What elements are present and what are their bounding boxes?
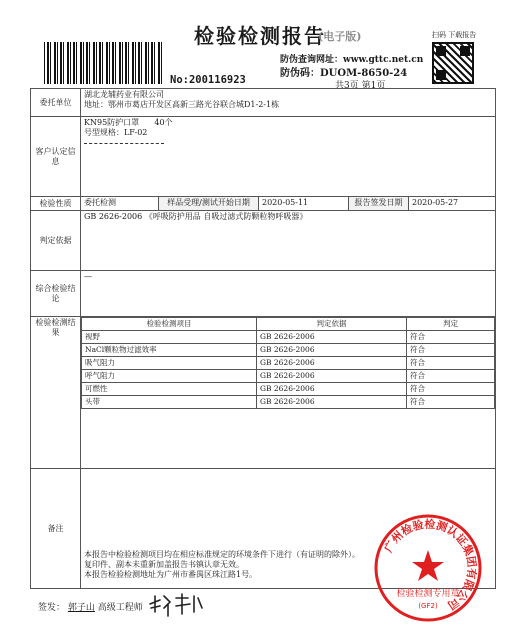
sample-spec: 号型规格：LF-02 — [84, 128, 148, 137]
test-verdict: 符合 — [407, 383, 495, 396]
table-row — [82, 344, 495, 357]
results-cell — [81, 317, 496, 469]
test-standard: GB 2626-2006 — [257, 331, 407, 344]
test-item: 头带 — [82, 396, 257, 409]
table-row — [82, 396, 495, 409]
qr-label: 扫码 下载报告 — [432, 31, 477, 39]
official-stamp — [372, 512, 484, 624]
client-label: 委托单位 — [31, 89, 81, 117]
test-item: 可燃性 — [82, 383, 257, 396]
test-item: 吸气阻力 — [82, 357, 257, 370]
test-standard: GB 2626-2006 — [257, 370, 407, 383]
results-table — [81, 317, 495, 409]
conclusion-value: — — [81, 271, 496, 317]
test-item: 呼气阻力 — [82, 370, 257, 383]
signer-name: 郭子山 — [67, 603, 95, 613]
basis-value: GB 2626-2006 《呼吸防护用品 自吸过滤式防颗粒物呼吸器》 — [81, 211, 496, 271]
remark-line: 复印件、副本未重新加盖报告书镇认章无效。 — [84, 560, 244, 569]
test-item: NaCl颗粒物过滤效率 — [82, 344, 257, 357]
stamp-code: (GF2) — [418, 602, 438, 610]
remark-line: 本报告中检验检测项目均在相应标准规定的环境条件下进行（有证明的除外）。 — [84, 550, 360, 559]
signoff — [38, 600, 143, 613]
sample-info — [81, 117, 496, 197]
client-address: 地址：鄂州市葛店开发区高新三路光谷联合城D1-2-1栋 — [84, 100, 280, 109]
client-info — [81, 89, 496, 117]
table-row — [82, 331, 495, 344]
nature-label: 检验性质 — [31, 197, 81, 211]
sample-name: KN95防护口罩 — [84, 118, 140, 127]
stamp-center-text: 检验检测专用章 — [396, 589, 460, 599]
qr-code-icon[interactable] — [432, 42, 474, 84]
table-row — [82, 357, 495, 370]
report-number: No:200116923 — [170, 74, 246, 86]
test-standard: GB 2626-2006 — [257, 383, 407, 396]
query-site[interactable]: 防伪查询网址：www.gttc.net.cn — [280, 55, 424, 65]
test-standard: GB 2626-2006 — [257, 344, 407, 357]
table-row — [82, 383, 495, 396]
basis-label: 判定依据 — [31, 211, 81, 271]
sample-date: 2020-05-11 — [259, 197, 349, 211]
sample-qty: 40个 — [154, 118, 173, 127]
remarks-label: 备注 — [31, 469, 81, 589]
divider — [84, 143, 164, 144]
test-verdict: 符合 — [407, 370, 495, 383]
sample-date-label: 样品受理/测试开始日期 — [159, 197, 259, 211]
test-verdict: 符合 — [407, 344, 495, 357]
star-icon — [412, 550, 444, 581]
test-standard: GB 2626-2006 — [257, 396, 407, 409]
page-count: 共3页 第1页 — [335, 81, 386, 91]
query-code: 防伪码：DUOM-8650-24 — [280, 68, 408, 79]
sample-label: 客户认定信息 — [31, 117, 81, 197]
test-standard: GB 2626-2006 — [257, 357, 407, 370]
edition-label: (电子版) — [318, 30, 362, 43]
test-verdict: 符合 — [407, 331, 495, 344]
results-header: 判定 — [407, 318, 495, 331]
signoff-label: 签发： — [38, 603, 66, 613]
issue-date: 2020-05-27 — [409, 197, 496, 211]
results-header: 判定依据 — [257, 318, 407, 331]
test-verdict: 符合 — [407, 357, 495, 370]
page-title: 检验检测报告 — [194, 24, 326, 48]
table-row — [82, 370, 495, 383]
signer-title: 高级工程师 — [97, 603, 143, 613]
remark-line: 本报告检验检测地址为广州市番禺区珠江路1号。 — [84, 570, 258, 579]
conclusion-label: 综合检验结论 — [31, 271, 81, 317]
test-item: 视野 — [82, 331, 257, 344]
test-verdict: 符合 — [407, 396, 495, 409]
client-name: 湖北龙辅药业有限公司 — [84, 90, 164, 99]
nature-value: 委托检测 — [81, 197, 159, 211]
results-header: 检验检测项目 — [82, 318, 257, 331]
results-label: 检验检测结果 — [31, 317, 81, 469]
handwritten-signature — [146, 590, 206, 618]
issue-date-label: 报告签发日期 — [349, 197, 409, 211]
stamp-ring-text: 广州检验检测认证集团有限公司 — [381, 517, 479, 612]
